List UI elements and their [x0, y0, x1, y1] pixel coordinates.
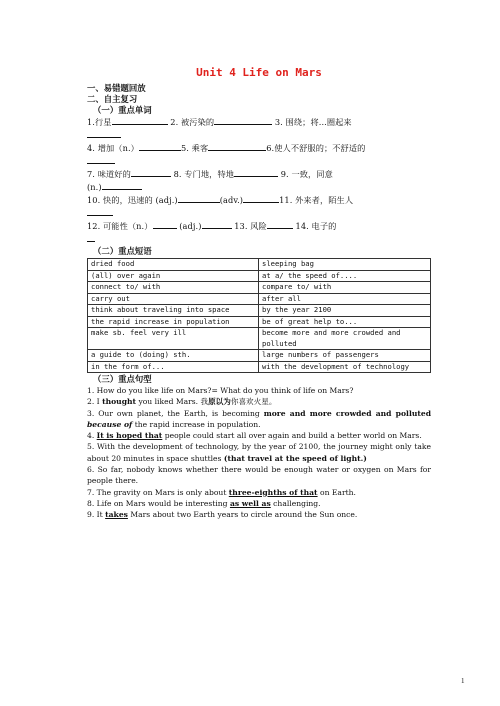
phrase-row — [88, 293, 431, 305]
answer-blank[interactable] — [243, 194, 279, 203]
vocab-item-11: 11. 外来者，陌生人 — [279, 195, 354, 205]
sentence-text: on Earth. — [317, 487, 356, 497]
phrase-cell: in the form of... — [88, 361, 259, 373]
phrase-row — [88, 270, 431, 282]
answer-blank[interactable] — [202, 220, 232, 229]
sentence-4 — [87, 430, 431, 441]
answer-blank[interactable] — [87, 233, 95, 242]
sentence-text: challenging. — [270, 498, 321, 508]
sentence-text: 5. With the development of technology, by the year of 2100, the journey might only take about 20 minutes in space shuttles — [87, 442, 431, 463]
vocab-item-3: 3. 围绕；将...圈起来 — [272, 117, 352, 127]
phrase-cell: sleeping bag — [259, 259, 431, 271]
section-mistakes-review: 一、易错题回放 — [87, 83, 146, 93]
sentence-highlight: (that travel at the speed of light.) — [223, 453, 367, 463]
sentence-text: 3. Our own planet, the Earth, is becoming — [87, 408, 264, 418]
sentence-text: 4. — [87, 431, 97, 441]
section-self-review: 二、自主复习 — [87, 94, 138, 104]
page-number: 1 — [461, 677, 465, 685]
answer-blank[interactable] — [112, 116, 168, 125]
sentence-3 — [87, 408, 431, 431]
vocab-line-6 — [87, 181, 431, 194]
phrase-cell: large numbers of passengers — [259, 350, 431, 362]
phrase-cell: connect to/ with — [88, 282, 259, 294]
sentence-highlight: thought — [102, 397, 137, 407]
phrase-cell: make sb. feel very ill — [88, 328, 259, 350]
answer-blank[interactable] — [234, 168, 278, 177]
answer-blank[interactable] — [87, 207, 113, 216]
sentence-highlight: more and more crowded and polluted — [263, 408, 431, 418]
vocab-item-1: 1.行星 — [87, 117, 112, 127]
vocab-item-4: 4. 增加（n.） — [87, 143, 139, 153]
subsection-key-sentences: （三）重点句型 — [93, 374, 152, 384]
vocab-item-6: 6.使人不舒服的；不舒适的 — [266, 143, 366, 153]
vocab-item-9: 9. 一致，同意 — [278, 169, 333, 179]
phrase-cell: by the year 2100 — [259, 305, 431, 317]
vocab-item-12: 12. 可能性（n.） — [87, 221, 153, 231]
vocab-block — [87, 116, 431, 246]
phrase-row — [88, 305, 431, 317]
vocab-item-7: 7. 味道好的 — [87, 169, 131, 179]
sentence-highlight: three-eighths of that — [228, 487, 318, 497]
phrase-cell: think about traveling into space — [88, 305, 259, 317]
phrase-row — [88, 259, 431, 271]
answer-blank[interactable] — [267, 220, 293, 229]
worksheet — [87, 66, 431, 521]
vocab-item-14: 14. 电子的 — [292, 221, 337, 231]
vocab-line-2 — [87, 129, 431, 142]
sentence-highlight: takes — [105, 510, 128, 520]
phrase-row — [88, 316, 431, 328]
sentence-text: the rapid increase in population. — [132, 419, 261, 429]
phrase-cell: carry out — [88, 293, 259, 305]
answer-blank[interactable] — [153, 220, 177, 229]
sentence-text: 9. It — [87, 510, 106, 520]
subsection-key-words: （一）重点单词 — [93, 105, 152, 115]
phrase-cell: become more and more crowded and polluted — [259, 328, 431, 350]
vocab-line-10 — [87, 233, 431, 246]
sentence-9 — [87, 509, 431, 520]
vocab-line-7 — [87, 194, 431, 207]
vocab-line-1 — [87, 116, 431, 129]
sentence-text: 8. Life on Mars would be interesting — [87, 498, 230, 508]
sentence-2 — [87, 396, 431, 407]
sentence-6: 6. So far, nobody knows whether there would be enough water or oxygen on Mars for people there. — [87, 465, 431, 486]
phrase-row — [88, 350, 431, 362]
sentence-highlight: as well as — [229, 498, 271, 508]
vocab-line-8 — [87, 207, 431, 220]
answer-blank[interactable] — [131, 168, 171, 177]
phrase-row — [88, 282, 431, 294]
sentence-1: 1. How do you like life on Mars?= What do you think of life on Mars? — [87, 386, 354, 395]
sentence-highlight: It is hoped that — [96, 431, 163, 441]
sentence-5 — [87, 441, 431, 464]
vocab-item-2: 2. 被污染的 — [167, 117, 215, 127]
sentence-text: Mars about two Earth years to circle around the Sun once. — [127, 510, 358, 520]
sentence-highlight: because of — [87, 419, 133, 429]
page-title: Unit 4 Life on Mars — [196, 66, 322, 79]
answer-blank[interactable] — [178, 194, 220, 203]
answer-blank[interactable] — [214, 116, 272, 125]
answer-blank[interactable] — [102, 181, 142, 190]
sentence-7 — [87, 487, 431, 498]
answer-blank[interactable] — [87, 155, 115, 164]
phrase-row — [88, 328, 431, 350]
phrase-cell: the rapid increase in population — [88, 316, 259, 328]
phrase-table — [87, 258, 431, 373]
phrase-cell: after all — [259, 293, 431, 305]
phrase-cell: a guide to (doing) sth. — [88, 350, 259, 362]
phrase-cell: be of great help to... — [259, 316, 431, 328]
phrase-cell: compare to/ with — [259, 282, 431, 294]
vocab-item-12-adj: (adj.) — [176, 221, 202, 231]
answer-blank[interactable] — [87, 129, 121, 138]
sentence-text: 2. I — [87, 397, 103, 407]
phrase-cell: (all) over again — [88, 270, 259, 282]
phrase-row — [88, 361, 431, 373]
vocab-item-10: 10. 快的，迅速的 (adj.) — [87, 195, 178, 205]
sentence-list — [87, 385, 431, 521]
vocab-item-8: 8. 专门地，特地 — [170, 169, 235, 179]
vocab-item-10-adv: (adv.) — [219, 195, 244, 205]
answer-blank[interactable] — [139, 142, 181, 151]
answer-blank[interactable] — [208, 142, 266, 151]
sentence-text: you liked Mars. 我 — [136, 397, 209, 407]
sentence-text: 7. The gravity on Mars is only about — [87, 487, 229, 497]
phrase-cell: with the development of technology — [259, 361, 431, 373]
sentence-8 — [87, 498, 431, 509]
phrase-cell: dried food — [88, 259, 259, 271]
vocab-item-13: 13. 风险 — [231, 221, 267, 231]
vocab-line-5 — [87, 168, 431, 181]
vocab-line-4 — [87, 155, 431, 168]
vocab-line-9 — [87, 220, 431, 233]
sentence-text: 你喜欢火星。 — [230, 397, 277, 407]
vocab-item-5: 5. 乘客 — [180, 143, 209, 153]
subsection-key-phrases: （二）重点短语 — [93, 246, 152, 256]
sentence-text: people could start all over again and build a better world on Mars. — [162, 431, 422, 441]
vocab-item-9-pos: (n.) — [87, 182, 102, 192]
vocab-line-3 — [87, 142, 431, 155]
phrase-cell: at a/ the speed of.... — [259, 270, 431, 282]
sentence-highlight: 原以为 — [208, 397, 231, 407]
